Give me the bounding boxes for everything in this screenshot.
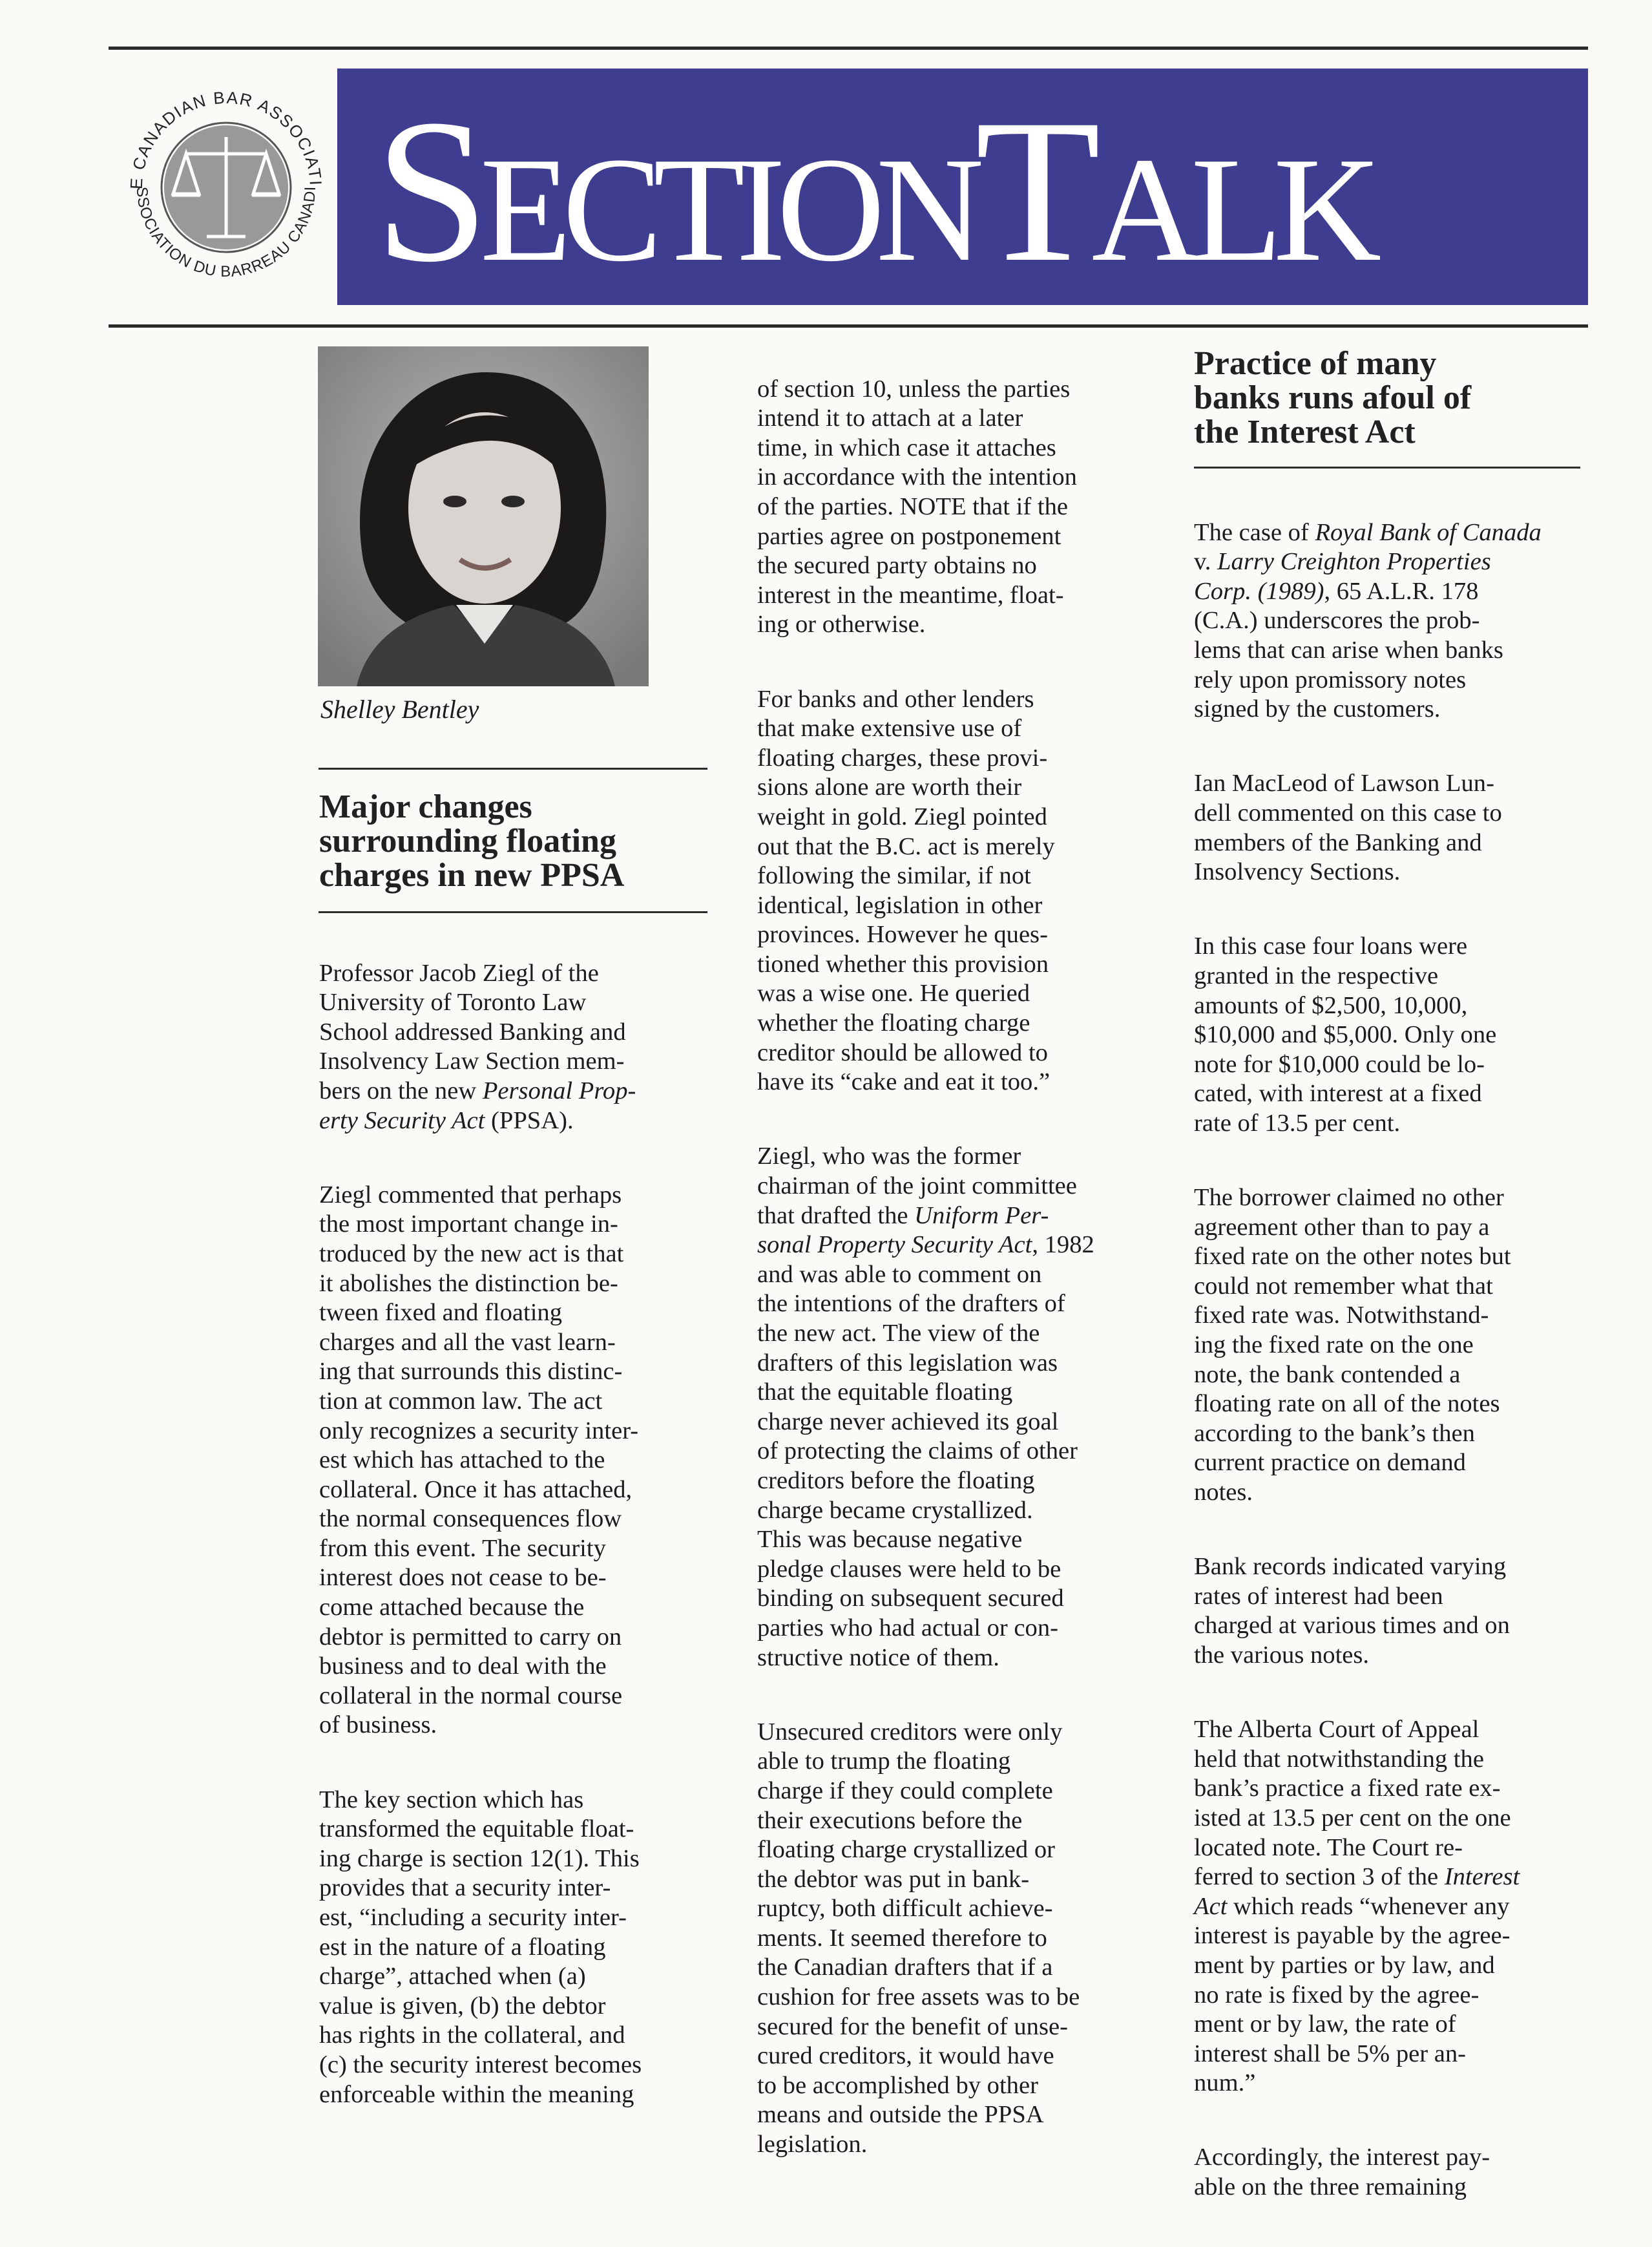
article2-rule bbox=[1194, 467, 1580, 469]
article1-paragraph: Ziegl commented that perhaps the most important change in- troduced by the new act is that it abolishes the distinction be- tween fixed and floating charges and all the vast learn- ing that surrounds this distinc- tion at common law. The act only recognizes a security inter- est which has attached to the collateral. Once it has attached, the normal consequences flow from this event. The security interest does not cease to be- come attached because the debtor is permitted to carry on business and to deal with the collateral in the normal course of business. bbox=[319, 1181, 639, 1739]
article1-paragraph: Ziegl, who was the former chairman of the joint committee that drafted the Uniform Per- sonal Property Security Act, 1982 and was able to comment on the intentions of the drafters of the new act. The view of the drafters of this legislation was that the equitable floating charge never achieved its goal of protecting the claims of other creditors before the floating charge became crystallized. This was because negative pledge clauses were held to be binding on subsequent secured parties who had actual or con- structive notice of them. bbox=[757, 1143, 1094, 1671]
article1-paragraph: of section 10, unless the parties intend it to attach at a later time, in which case it attaches in accordance with the intention of the parties. NOTE that if the parties agree on postponement the secured party obtains no interest in the meantime, float- ing or otherwise. bbox=[757, 375, 1077, 638]
masthead-banner bbox=[337, 69, 1588, 305]
article2-headline: Practice of many banks runs afoul of the Interest Act bbox=[1194, 345, 1472, 450]
article1-paragraph: Professor Jacob Ziegl of the University of Toronto Law School addressed Banking and Insolvency Law Section mem- bers on the new Personal Prop- erty Security Act (PPSA). bbox=[319, 959, 636, 1134]
article1-paragraph: The key section which has transformed the equitable float- ing charge is section 12(1). This provides that a security inter- est, “including a security inter- est in the nature of a floating charge”, attached when (a) value is given, (b) the debtor has rights in the collateral, and (c) the security interest becomes enforceable within the meaning bbox=[319, 1786, 642, 2108]
masthead-top-rule bbox=[109, 47, 1588, 50]
svg-text:THE CANADIAN BAR ASSOCIATION: E CANADIAN BAR ASSOCIATI bbox=[126, 87, 326, 190]
article1-headline: Major changes surrounding floating charges in new PPSA bbox=[319, 788, 625, 894]
article2-paragraph: In this case four loans were granted in the respective amounts of $2,500, 10,000, $10,000 and $5,000. Only one note for $10,000 could be lo- cated, with interest at a fixed rate of 13.5 per cent. bbox=[1194, 933, 1497, 1137]
article2-paragraph: The borrower claimed no other agreement other than to pay a fixed rate on the other notes but could not remember what that fixed rate was. Notwithstand- ing the fixed rate on the one note, the bank contended a floating rate on all of the notes according to the bank’s then current practice on demand notes. bbox=[1194, 1184, 1511, 1506]
article1-column2 bbox=[757, 345, 1171, 2204]
article2-paragraph: The Alberta Court of Appeal held that notwithstanding the bank’s practice a fixed rate ex- isted at 13.5 per cent on the one located note. The Court re- ferred to section 3 of the Interest Act which reads “whenever any interest is payable by the agree- ment by parties or by law, and no rate is fixed by the agree- ment or by law, the rate of interest shall be 5% per an- num.” bbox=[1194, 1716, 1520, 2097]
article2-paragraph: Ian MacLeod of Lawson Lun- dell commented on this case to members of the Banking and Insolvency Sections. bbox=[1194, 770, 1502, 886]
article2-paragraph: Bank records indicated varying rates of interest had been charged at various times and on the various notes. bbox=[1194, 1553, 1510, 1669]
masthead-bottom-rule bbox=[109, 324, 1588, 328]
masthead-title: SECTIONTALK bbox=[375, 77, 1373, 304]
article1-bottom-rule bbox=[319, 911, 707, 913]
article1-column1 bbox=[319, 929, 715, 2155]
portrait-photo bbox=[318, 346, 649, 686]
article1-paragraph: For banks and other lenders that make extensive use of floating charges, these provi- sions alone are worth their weight in gold. Ziegl pointed out that the B.C. act is merely following the similar, if not identical, legislation in other provinces. However he ques- tioned whether this provision was a wise one. He queried whether the floating charge creditor should be allowed to have its “cake and eat it too.” bbox=[757, 685, 1055, 1096]
article1-paragraph: Unsecured creditors were only able to trump the floating charge if they could complete their executions before the floating charge crystallized or the debtor was put in bank- ruptcy, both difficult achieve- ments. It seemed therefore to the Canadian drafters that if a cushion for free assets was to be secured for the benefit of unse- cured creditors, it would have to be accomplished by other means and outside the PPSA legislation. bbox=[757, 1718, 1080, 2158]
article2-column bbox=[1194, 489, 1589, 2247]
article2-paragraph: The case of Royal Bank of Canada v. Larry Creighton Properties Corp. (1989), 65 A.L.R. 178 (C.A.) underscores the prob- lems that can arise when banks rely upon promissory notes signed by the customers. bbox=[1194, 518, 1542, 723]
cba-seal-logo bbox=[110, 71, 342, 304]
svg-text:L'ASSOCIATION DU BARREAU CANAD: SSOCIATION DU BARREAU CANADI bbox=[132, 185, 320, 280]
photo-caption: Shelley Bentley bbox=[320, 695, 479, 724]
article1-top-rule bbox=[319, 768, 707, 770]
article2-paragraph: Accordingly, the interest pay- able on the three remaining bbox=[1194, 2144, 1490, 2201]
